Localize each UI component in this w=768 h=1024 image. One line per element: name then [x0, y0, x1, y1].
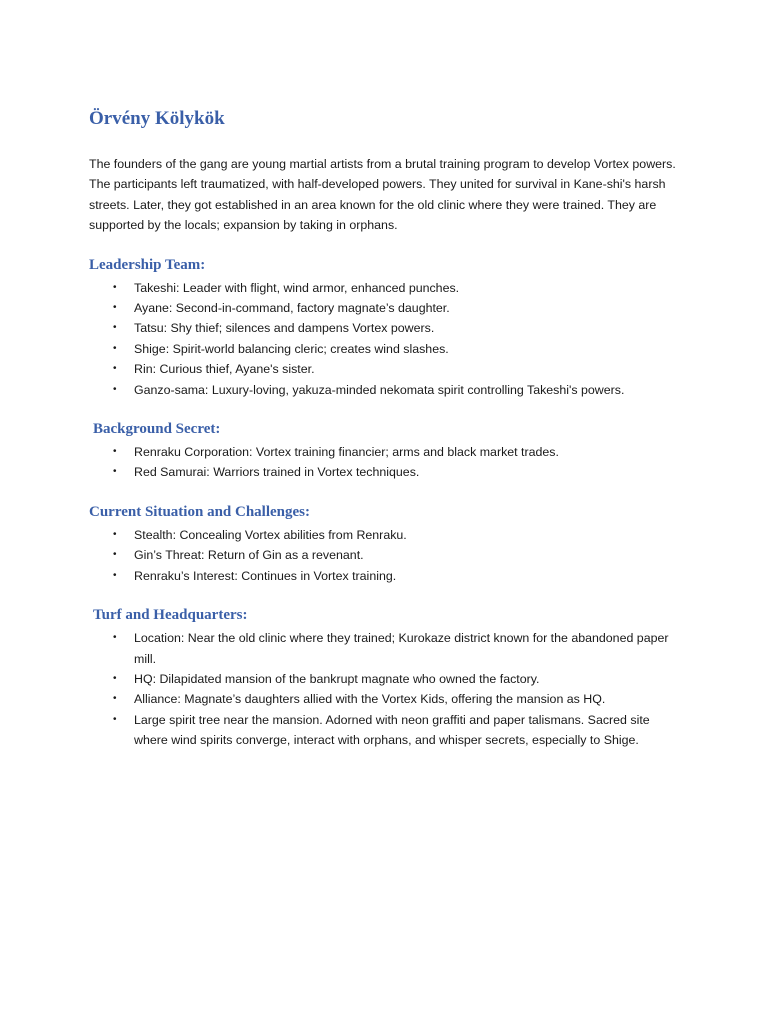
list-item-text: Tatsu: Shy thief; silences and dampens Vortex powers. — [134, 321, 435, 336]
situation-heading: Current Situation and Challenges: — [89, 503, 311, 520]
bullet-icon: • — [113, 632, 117, 644]
list-item-text: Renraku Corporation: Vortex training financier; arms and black market trades. — [134, 445, 559, 460]
bullet-icon: • — [113, 383, 117, 395]
bullet-icon: • — [113, 342, 117, 354]
bullet-icon: • — [113, 302, 117, 314]
list-item — [89, 689, 679, 709]
bullet-icon: • — [113, 322, 117, 334]
list-item-text: Shige: Spirit-world balancing cleric; creates wind slashes. — [134, 341, 449, 356]
list-item — [89, 380, 679, 400]
list-item — [89, 359, 679, 379]
list-item-text: Stealth: Concealing Vortex abilities from Renraku. — [134, 527, 407, 542]
list-item — [89, 545, 679, 565]
document-title: Örvény Kölykök — [89, 108, 225, 129]
list-item-text: Takeshi: Leader with flight, wind armor, enhanced punches. — [134, 280, 460, 295]
bullet-icon: • — [113, 528, 117, 540]
list-item — [89, 278, 679, 298]
bullet-icon: • — [113, 446, 117, 458]
list-item — [89, 462, 679, 482]
leadership-list — [89, 278, 679, 400]
list-item — [89, 628, 679, 669]
background-section — [89, 416, 679, 483]
list-item-text: Alliance: Magnate’s daughters allied with the Vortex Kids, offering the mansion as HQ. — [134, 692, 606, 707]
list-item — [89, 298, 679, 318]
bullet-icon: • — [113, 672, 117, 684]
bullet-icon: • — [113, 281, 117, 293]
turf-section — [89, 602, 679, 750]
list-item — [89, 318, 679, 338]
intro-paragraph: The founders of the gang are young martial artists from a brutal training program to develop Vortex powers. The participants left traumatized, with half-developed powers. They united for survival in Kane-shi's harsh streets. Later, they got established in an area known for the old clinic where they were trained. They are supported by the locals; expansion by taking in orphans. — [89, 157, 676, 233]
list-item-text: Location: Near the old clinic where they trained; Kurokaze district known for the abandoned paper mill. — [134, 631, 669, 666]
list-item — [89, 669, 679, 689]
leadership-heading: Leadership Team: — [89, 256, 206, 273]
list-item-text: Ayane: Second-in-command, factory magnate’s daughter. — [134, 301, 450, 316]
list-item — [89, 442, 679, 462]
document-page — [89, 104, 679, 765]
bullet-icon: • — [113, 569, 117, 581]
leadership-section — [89, 252, 679, 400]
list-item-text: Large spirit tree near the mansion. Adorned with neon graffiti and paper talismans. Sacred site where wind spirits converge, interact with orphans, and whisper secrets, especially to Shige. — [134, 712, 650, 748]
situation-section — [89, 499, 679, 586]
list-item — [89, 566, 679, 586]
list-item-text: Rin: Curious thief, Ayane's sister. — [134, 362, 315, 377]
list-item-text: Gin’s Threat: Return of Gin as a revenant. — [134, 548, 364, 563]
bullet-icon: • — [113, 363, 117, 375]
turf-heading: Turf and Headquarters: — [93, 607, 248, 624]
list-item-text: Ganzo-sama: Luxury-loving, yakuza-minded nekomata spirit controlling Takeshi's powers. — [134, 382, 625, 397]
list-item-text: Renraku’s Interest: Continues in Vortex training. — [134, 568, 397, 583]
background-list — [89, 442, 679, 483]
bullet-icon: • — [113, 693, 117, 705]
bullet-icon: • — [113, 466, 117, 478]
bullet-icon: • — [113, 549, 117, 561]
list-item-text: Red Samurai: Warriors trained in Vortex techniques. — [134, 465, 420, 480]
list-item — [89, 710, 679, 751]
background-heading: Background Secret: — [93, 421, 221, 438]
list-item — [89, 339, 679, 359]
turf-list — [89, 628, 679, 750]
list-item — [89, 525, 679, 545]
bullet-icon: • — [113, 713, 117, 725]
situation-list — [89, 525, 679, 586]
list-item-text: HQ: Dilapidated mansion of the bankrupt magnate who owned the factory. — [134, 671, 540, 686]
